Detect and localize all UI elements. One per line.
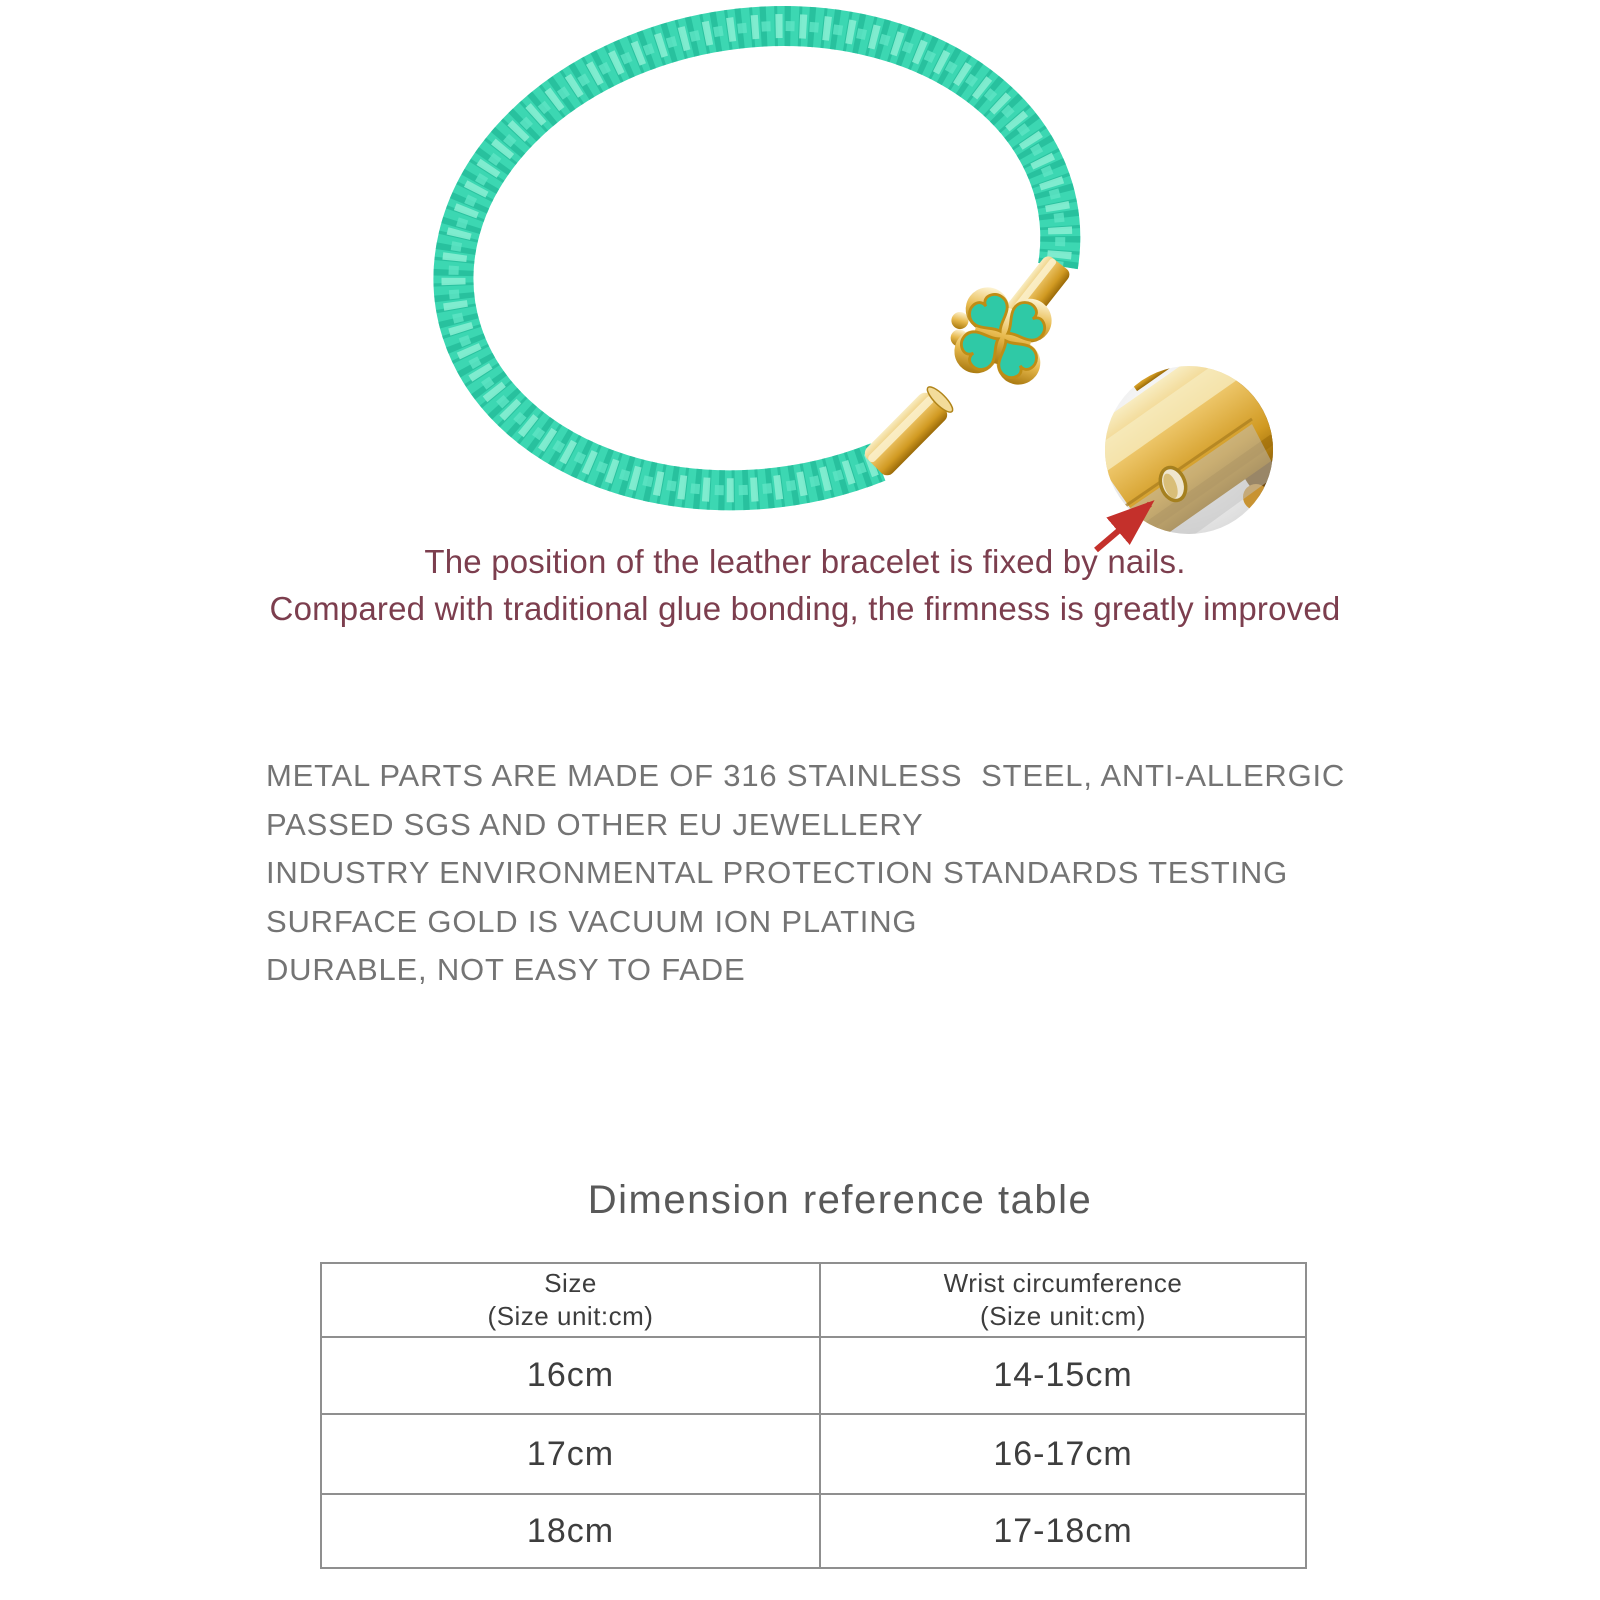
size-header-line-2: (Size unit:cm) xyxy=(487,1301,654,1331)
materials-line-5: DURABLE, NOT EASY TO FADE xyxy=(266,952,746,987)
size-column-header xyxy=(321,1263,820,1337)
wrist-column-header xyxy=(820,1263,1306,1337)
size-table-title: Dimension reference table xyxy=(587,1178,1093,1222)
clasp-tube-lower xyxy=(862,384,956,479)
wrist-cell: 14-15cm xyxy=(820,1337,1306,1414)
wrist-cell: 17-18cm xyxy=(820,1494,1306,1568)
braided-band xyxy=(453,26,1060,490)
wrist-header-line-2: (Size unit:cm) xyxy=(980,1301,1146,1331)
materials-line-3: INDUSTRY ENVIRONMENTAL PROTECTION STANDARDS TESTING xyxy=(266,855,1289,890)
table-row xyxy=(321,1494,1306,1568)
size-cell: 18cm xyxy=(321,1494,820,1568)
size-reference-table xyxy=(320,1262,1307,1569)
wrist-header-line-1: Wrist circumference xyxy=(943,1268,1183,1298)
caption-line-2: Compared with traditional glue bonding, the firmness is greatly improved xyxy=(269,590,1341,627)
nail-fixing-caption xyxy=(0,538,1600,632)
materials-line-1: METAL PARTS ARE MADE OF 316 STAINLESS STEEL, ANTI-ALLERGIC xyxy=(266,758,1346,793)
caption-line-1: The position of the leather bracelet is fixed by nails. xyxy=(424,543,1186,580)
wrist-cell: 16-17cm xyxy=(820,1414,1306,1494)
clasp-detail-magnifier xyxy=(1080,327,1310,550)
materials-line-2: PASSED SGS AND OTHER EU JEWELLERY xyxy=(266,806,924,842)
size-cell: 17cm xyxy=(321,1414,820,1494)
table-header-row xyxy=(321,1263,1306,1337)
materials-description xyxy=(266,752,1526,995)
table-row xyxy=(321,1414,1306,1494)
table-row xyxy=(321,1337,1306,1414)
size-header-line-1: Size xyxy=(544,1268,597,1298)
size-cell: 16cm xyxy=(321,1337,820,1414)
materials-line-4: SURFACE GOLD IS VACUUM ION PLATING xyxy=(266,903,918,939)
